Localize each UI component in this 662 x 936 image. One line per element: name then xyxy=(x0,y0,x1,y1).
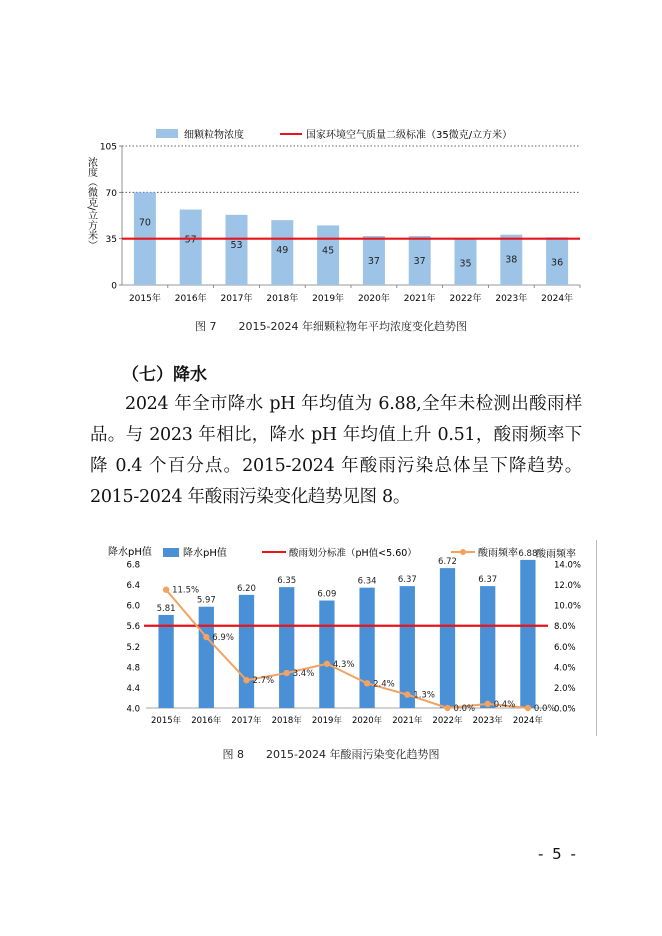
ph-bar xyxy=(319,601,334,708)
ph-bar xyxy=(480,586,495,708)
body-paragraph: 2024 年全市降水 pH 年均值为 6.88,全年未检测出酸雨样品。与 2023 年相比，降水 pH 年均值上升 0.51，酸雨频率下降 0.4 个百分点。2015-2024 年酸雨污染总体呈下降趋势。2015-2024 年酸雨污染变化趋势见图 8。 xyxy=(90,394,582,507)
y-tick-label: 105 xyxy=(99,142,117,153)
figure-7-caption xyxy=(0,318,662,334)
ph-bar xyxy=(158,615,173,708)
frequency-line xyxy=(166,590,528,708)
bar-value-label: 37 xyxy=(413,256,426,268)
frequency-point xyxy=(203,634,209,640)
ph-value-label: 6.37 xyxy=(478,575,498,586)
legend-label-ph: 降水pH值 xyxy=(183,548,227,559)
bar-value-label: 70 xyxy=(138,217,151,229)
x-tick-label: 2021年 xyxy=(403,294,436,304)
frequency-value-label: 1.3% xyxy=(413,690,435,701)
legend-label-threshold: 酸雨划分标准（pH值<5.60） xyxy=(289,548,417,559)
x-tick-label: 2023年 xyxy=(495,294,528,304)
bar-value-label: 36 xyxy=(551,257,564,269)
x-tick-label: 2018年 xyxy=(271,716,302,726)
x-tick-label: 2015年 xyxy=(128,294,161,304)
left-tick-label: 4.4 xyxy=(126,683,140,694)
right-tick-label: 2.0% xyxy=(554,683,576,694)
frequency-point xyxy=(163,587,169,593)
ph-value-label: 6.88 xyxy=(518,548,538,559)
left-tick-label: 5.2 xyxy=(126,642,140,653)
section-heading: （七）降水 xyxy=(122,365,207,385)
frequency-value-label: 0.4% xyxy=(493,699,516,710)
y-tick-label: 35 xyxy=(105,235,117,246)
figure-7-number: 图 7 xyxy=(195,320,217,333)
x-tick-label: 2016年 xyxy=(191,716,222,726)
bar-value-label: 53 xyxy=(230,239,243,251)
ph-value-label: 6.09 xyxy=(317,589,337,600)
page-number: - 5 - xyxy=(538,845,578,863)
x-tick-label: 2017年 xyxy=(231,716,262,726)
right-tick-label: 4.0% xyxy=(554,663,576,674)
x-tick-label: 2017年 xyxy=(220,294,253,304)
right-axis-title: 酸雨频率 xyxy=(536,549,576,560)
legend-label-frequency: 酸雨频率 xyxy=(478,548,518,559)
x-tick-label: 2020年 xyxy=(357,294,390,304)
x-tick-label: 2024年 xyxy=(541,294,574,304)
frequency-value-label: 0.0% xyxy=(453,704,476,714)
ph-value-label: 6.72 xyxy=(438,557,457,568)
bar-value-label: 35 xyxy=(459,258,472,270)
figure-7-title: 2015-2024 年细颗粒物年平均浓度变化趋势图 xyxy=(238,320,467,333)
right-tick-label: 0.0% xyxy=(554,704,576,715)
frequency-point xyxy=(404,691,410,697)
legend-swatch-pm25 xyxy=(156,129,178,138)
left-tick-label: 6.4 xyxy=(126,581,140,592)
ph-bar xyxy=(440,568,455,708)
ph-value-label: 6.37 xyxy=(397,575,417,586)
right-tick-label: 6.0% xyxy=(554,642,576,653)
y-axis-label: 浓度（微克/立方米） xyxy=(85,157,97,251)
ph-bar xyxy=(520,560,535,708)
x-tick-label: 2022年 xyxy=(432,716,463,726)
legend-label-standard: 国家环境空气质量二级标准（35微克/立方米） xyxy=(306,130,513,141)
x-tick-label: 2022年 xyxy=(449,294,482,304)
frequency-value-label: 6.9% xyxy=(212,633,234,644)
frequency-value-label: 4.3% xyxy=(332,659,355,670)
frequency-value-label: 3.4% xyxy=(292,669,315,680)
bar-value-label: 45 xyxy=(322,245,335,257)
bar xyxy=(180,210,202,285)
figure-8-number: 图 8 xyxy=(222,748,245,761)
frequency-point xyxy=(284,670,290,676)
frequency-point xyxy=(324,661,330,667)
ph-bar xyxy=(239,595,254,708)
figure-8-caption xyxy=(0,746,662,762)
ph-value-label: 5.97 xyxy=(196,595,216,606)
left-tick-label: 6.0 xyxy=(126,601,140,612)
ph-bar xyxy=(279,587,294,708)
margin-rule xyxy=(596,540,597,736)
pm25-chart xyxy=(80,125,590,310)
acid-rain-chart xyxy=(96,543,596,733)
ph-bar xyxy=(359,588,374,708)
x-tick-label: 2019年 xyxy=(312,294,345,304)
y-tick-label: 70 xyxy=(105,188,117,199)
bar-value-label: 37 xyxy=(367,256,380,268)
ph-value-label: 6.35 xyxy=(277,576,297,587)
frequency-value-label: 11.5% xyxy=(172,585,200,596)
x-tick-label: 2018年 xyxy=(266,294,299,304)
x-tick-label: 2019年 xyxy=(311,716,342,726)
frequency-value-label: 2.7% xyxy=(252,676,275,687)
x-tick-label: 2016年 xyxy=(174,294,207,304)
x-tick-label: 2020年 xyxy=(352,716,383,726)
left-axis-title: 降水pH值 xyxy=(108,547,152,558)
y-tick-label: 0 xyxy=(111,281,117,292)
ph-value-label: 6.20 xyxy=(237,583,256,594)
right-tick-label: 8.0% xyxy=(554,622,576,633)
bar-value-label: 38 xyxy=(505,254,518,266)
ph-bar xyxy=(199,607,214,708)
frequency-point xyxy=(243,677,249,683)
bar-value-label: 49 xyxy=(276,245,289,257)
legend-swatch-ph xyxy=(163,548,179,557)
frequency-value-label: 0.0% xyxy=(533,704,556,714)
x-tick-label: 2021年 xyxy=(392,716,423,726)
right-tick-label: 14.0% xyxy=(554,560,582,571)
legend-label-pm25: 细颗粒物浓度 xyxy=(184,130,244,141)
x-tick-label: 2024年 xyxy=(512,716,543,726)
right-tick-label: 10.0% xyxy=(554,601,582,612)
left-tick-label: 4.8 xyxy=(126,663,140,674)
frequency-point xyxy=(444,705,450,711)
frequency-point xyxy=(525,705,531,711)
x-tick-label: 2015年 xyxy=(151,716,182,726)
legend-marker-frequency xyxy=(460,549,466,555)
frequency-point xyxy=(364,680,370,686)
bar-value-label: 57 xyxy=(184,234,197,246)
figure-8-title: 2015-2024 年酸雨污染变化趋势图 xyxy=(266,748,440,761)
ph-value-label: 6.34 xyxy=(357,576,377,587)
frequency-value-label: 2.4% xyxy=(373,679,395,690)
left-tick-label: 5.6 xyxy=(126,622,140,633)
left-tick-label: 6.8 xyxy=(126,560,140,571)
frequency-point xyxy=(485,701,491,707)
x-tick-label: 2023年 xyxy=(472,716,503,726)
left-tick-label: 4.0 xyxy=(126,704,140,715)
ph-value-label: 5.81 xyxy=(156,603,176,614)
right-tick-label: 12.0% xyxy=(554,581,582,592)
